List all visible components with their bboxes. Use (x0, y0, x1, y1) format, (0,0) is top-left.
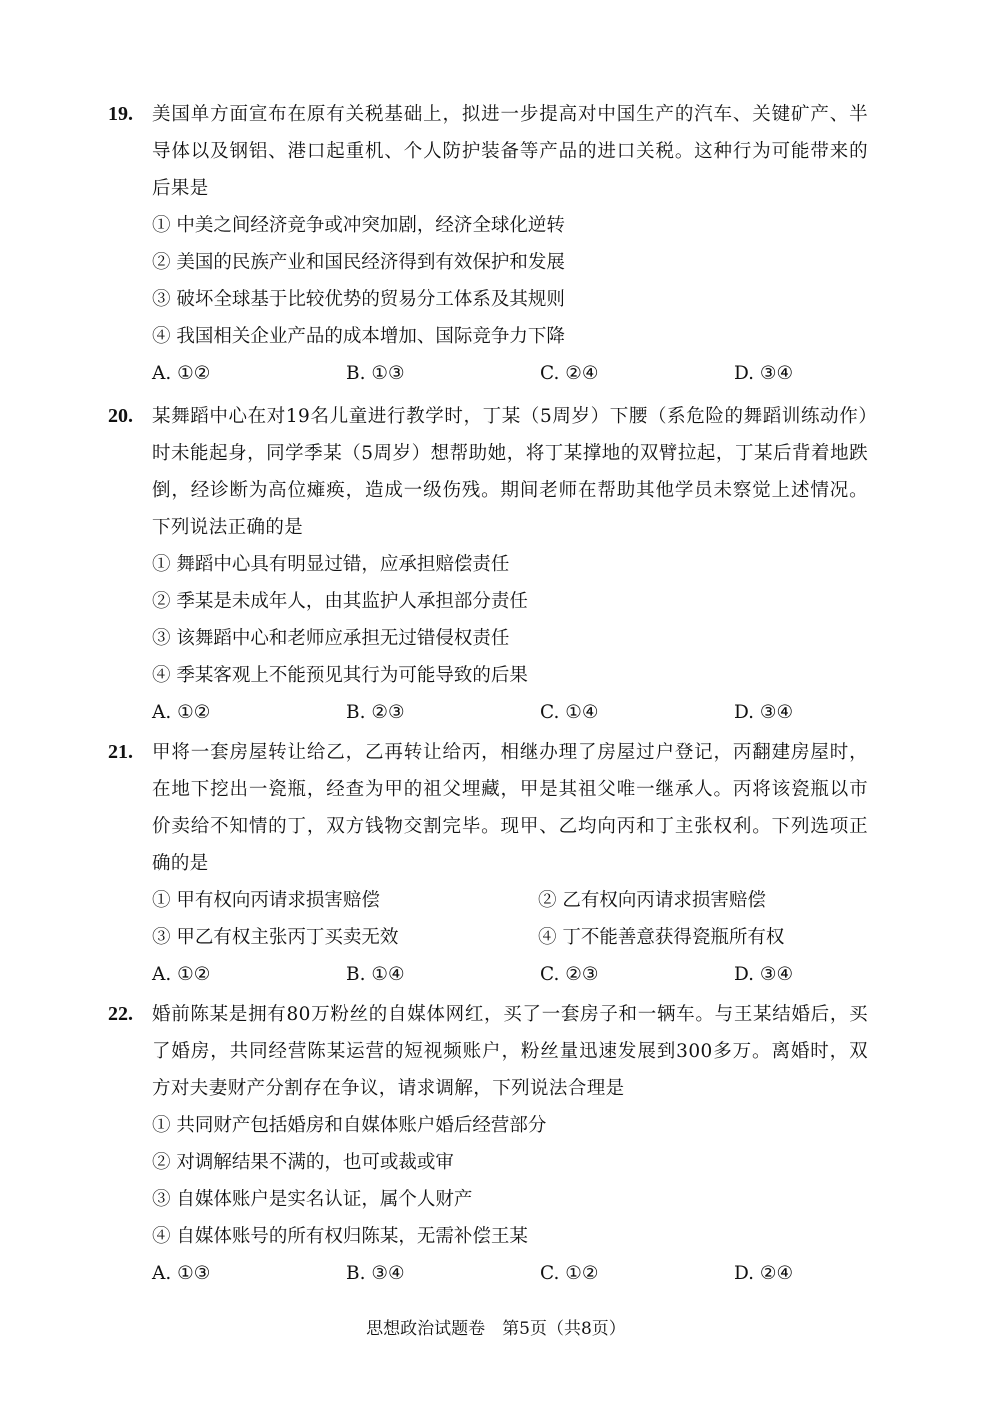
statement-2: ② 美国的民族产业和国民经济得到有效保护和发展 (152, 252, 565, 273)
answer-choices (152, 694, 868, 731)
statement-2: ② 乙有权向丙请求损害赔偿 (538, 890, 766, 911)
question-20 (108, 398, 868, 731)
choice-a: A. ①③ (152, 1263, 211, 1284)
choice-c: C. ①④ (540, 702, 599, 723)
statement-2: ② 对调解结果不满的，也可或裁或审 (152, 1152, 454, 1173)
statement-1: ① 甲有权向丙请求损害赔偿 (152, 890, 380, 911)
choice-c: C. ②③ (540, 964, 599, 985)
statement-1: ① 舞蹈中心具有明显过错，应承担赔偿责任 (152, 554, 510, 575)
question-stem: 甲将一套房屋转让给乙，乙再转让给丙，相继办理了房屋过户登记，丙翻建房屋时，在地下挖出一瓷瓶，经查为甲的祖父埋藏，甲是其祖父唯一继承人。丙将该瓷瓶以市价卖给不知情的丁，双方钱物交割完毕。现甲、乙均向丙和丁主张权利。下列选项正确的是 (152, 742, 868, 874)
choice-b: B. ①④ (346, 964, 405, 985)
statement-4: ④ 丁不能善意获得瓷瓶所有权 (538, 927, 785, 948)
question-21 (108, 734, 868, 993)
question-stem: 某舞蹈中心在对19名儿童进行教学时，丁某（5周岁）下腰（系危险的舞蹈训练动作）时未能起身，同学季某（5周岁）想帮助她，将丁某撑地的双臂拉起，丁某后背着地跌倒，经诊断为高位瘫痪，造成一级伤残。期间老师在帮助其他学员未察觉上述情况。下列说法正确的是 (152, 406, 868, 538)
statement-1: ① 共同财产包括婚房和自媒体账户婚后经营部分 (152, 1115, 547, 1136)
statement-4: ④ 我国相关企业产品的成本增加、国际竞争力下降 (152, 326, 565, 347)
question-number: 20. (108, 405, 133, 427)
statement-4: ④ 季某客观上不能预见其行为可能导致的后果 (152, 665, 528, 686)
choice-a: A. ①② (152, 363, 211, 384)
choice-a: A. ①② (152, 964, 211, 985)
question-stem: 婚前陈某是拥有80万粉丝的自媒体网红，买了一套房子和一辆车。与王某结婚后，买了婚房，共同经营陈某运营的短视频账户，粉丝量迅速发展到300多万。离婚时，双方对夫妻财产分割存在争议，请求调解，下列说法合理是 (152, 1004, 868, 1099)
statement-grid (152, 882, 868, 956)
choice-c: C. ②④ (540, 363, 599, 384)
statement-3: ③ 该舞蹈中心和老师应承担无过错侵权责任 (152, 628, 510, 649)
statement-3: ③ 甲乙有权主张丙丁买卖无效 (152, 927, 399, 948)
choice-b: B. ①③ (346, 363, 405, 384)
choice-d: D. ③④ (734, 363, 794, 384)
question-number: 21. (108, 741, 133, 763)
choice-d: D. ③④ (734, 702, 794, 723)
question-19 (108, 96, 868, 392)
answer-choices (152, 355, 868, 392)
choice-b: B. ③④ (346, 1263, 405, 1284)
question-number: 22. (108, 1003, 133, 1025)
answer-choices (152, 1255, 868, 1292)
question-22 (108, 996, 868, 1292)
statement-3: ③ 破坏全球基于比较优势的贸易分工体系及其规则 (152, 289, 565, 310)
statement-1: ① 中美之间经济竞争或冲突加剧，经济全球化逆转 (152, 215, 565, 236)
choice-a: A. ①② (152, 702, 211, 723)
choice-b: B. ②③ (346, 702, 405, 723)
statement-4: ④ 自媒体账号的所有权归陈某，无需补偿王某 (152, 1226, 528, 1247)
choice-d: D. ③④ (734, 964, 794, 985)
choice-c: C. ①② (540, 1263, 599, 1284)
question-number: 19. (108, 103, 133, 125)
choice-d: D. ②④ (734, 1263, 794, 1284)
answer-choices (152, 956, 868, 993)
statement-3: ③ 自媒体账户是实名认证，属个人财产 (152, 1189, 473, 1210)
question-stem: 美国单方面宣布在原有关税基础上，拟进一步提高对中国生产的汽车、关键矿产、半导体以及钢铝、港口起重机、个人防护装备等产品的进口关税。这种行为可能带来的后果是 (152, 104, 868, 199)
statement-2: ② 季某是未成年人，由其监护人承担部分责任 (152, 591, 528, 612)
page-footer: 思想政治试题卷 第5页（共8页） (366, 1319, 626, 1339)
